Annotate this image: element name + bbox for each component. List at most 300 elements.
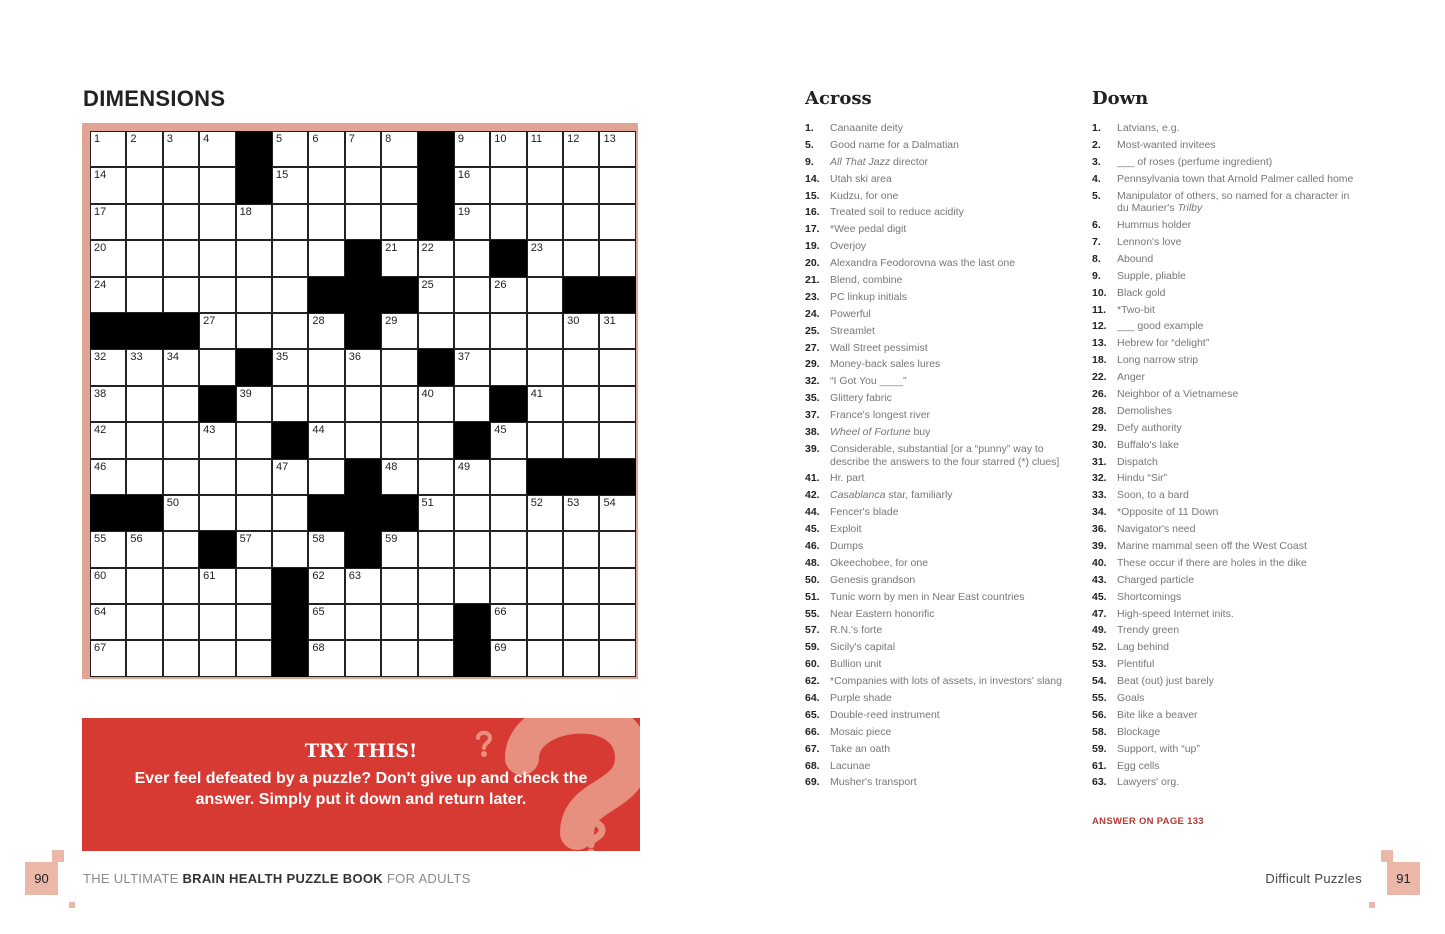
grid-cell[interactable]	[490, 204, 526, 240]
grid-cell[interactable]	[381, 240, 417, 276]
grid-cell[interactable]	[490, 531, 526, 567]
clue-body: Supple, pliable	[1117, 269, 1186, 282]
clue-number: 46.	[805, 539, 820, 552]
grid-cell[interactable]	[527, 568, 563, 604]
grid-cell[interactable]	[599, 568, 635, 604]
grid-cell[interactable]	[90, 531, 126, 567]
clue-body: Pennsylvania town that Arnold Palmer called home	[1117, 172, 1354, 185]
grid-cell[interactable]	[454, 568, 490, 604]
clue-number: 61	[203, 569, 216, 582]
grid-cell[interactable]	[163, 277, 199, 313]
across-clue-list	[805, 122, 1080, 793]
clue-number: 49	[457, 460, 471, 473]
clue-text	[1117, 287, 1357, 300]
grid-cell[interactable]	[126, 240, 162, 276]
clue-number: 49.	[1092, 624, 1107, 637]
grid-cell[interactable]	[563, 604, 599, 640]
clue-number: 64	[94, 606, 107, 619]
grid-cell[interactable]	[381, 204, 417, 240]
grid-cell[interactable]	[454, 495, 490, 531]
clue-text	[1117, 574, 1357, 587]
grid-cell[interactable]	[454, 349, 490, 385]
grid-cell[interactable]	[90, 640, 126, 676]
grid-cell[interactable]	[599, 386, 635, 422]
clue-number: 30	[567, 314, 580, 327]
grid-cell[interactable]	[454, 531, 490, 567]
grid-cell[interactable]	[527, 240, 563, 276]
clue-number: 9	[457, 133, 465, 145]
grid-cell[interactable]	[454, 459, 490, 495]
grid-cell[interactable]	[163, 386, 199, 422]
grid-cell[interactable]	[345, 204, 381, 240]
grid-cell[interactable]	[345, 422, 381, 458]
grid-cell[interactable]	[490, 422, 526, 458]
grid-cell[interactable]	[163, 495, 199, 531]
clue-number: 11.	[1092, 303, 1107, 316]
grid-cell[interactable]	[599, 167, 635, 203]
grid-cell[interactable]	[418, 531, 454, 567]
grid-cell[interactable]	[272, 349, 308, 385]
grid-cell[interactable]	[163, 167, 199, 203]
grid-cell[interactable]	[236, 568, 272, 604]
grid-cell[interactable]	[490, 640, 526, 676]
clue-number: 5	[275, 133, 283, 145]
grid-cell[interactable]	[308, 240, 344, 276]
across-clue	[805, 540, 1080, 553]
grid-cell[interactable]	[345, 349, 381, 385]
clue-body: Mosaic piece	[830, 725, 892, 738]
grid-cell[interactable]	[126, 386, 162, 422]
grid-cell[interactable]	[236, 531, 272, 567]
grid-cell[interactable]	[236, 640, 272, 676]
black-square	[381, 277, 417, 313]
grid-cell[interactable]	[418, 277, 454, 313]
grid-cell[interactable]	[563, 131, 599, 167]
banner-title: TRY THIS!	[304, 740, 418, 762]
clue-text	[1117, 388, 1357, 401]
crossword-frame	[82, 123, 638, 679]
grid-cell[interactable]	[345, 604, 381, 640]
grid-cell[interactable]	[527, 313, 563, 349]
grid-cell[interactable]	[90, 568, 126, 604]
grid-cell[interactable]	[563, 349, 599, 385]
grid-cell[interactable]	[345, 131, 381, 167]
grid-cell[interactable]	[308, 349, 344, 385]
clue-text	[830, 392, 1080, 405]
grid-cell[interactable]	[490, 604, 526, 640]
grid-cell[interactable]	[490, 313, 526, 349]
grid-cell[interactable]	[381, 313, 417, 349]
grid-cell[interactable]	[163, 240, 199, 276]
grid-cell[interactable]	[599, 131, 635, 167]
clue-body: Blockage	[1117, 725, 1161, 738]
grid-cell[interactable]	[163, 568, 199, 604]
grid-cell[interactable]	[418, 422, 454, 458]
clue-number: 8	[385, 133, 392, 145]
grid-cell[interactable]	[272, 277, 308, 313]
down-clue	[1092, 489, 1357, 502]
grid-cell[interactable]	[454, 313, 490, 349]
grid-cell[interactable]	[308, 204, 344, 240]
grid-cell[interactable]	[199, 459, 235, 495]
grid-cell[interactable]	[126, 531, 162, 567]
grid-cell[interactable]	[381, 604, 417, 640]
grid-cell[interactable]	[381, 531, 417, 567]
grid-cell[interactable]	[308, 531, 344, 567]
grid-cell[interactable]	[126, 459, 162, 495]
grid-cell[interactable]	[563, 386, 599, 422]
grid-cell[interactable]	[599, 349, 635, 385]
clue-text	[830, 122, 1080, 135]
clue-number: 60.	[805, 658, 820, 671]
black-square	[418, 167, 454, 203]
grid-cell[interactable]	[308, 167, 344, 203]
grid-cell[interactable]	[345, 386, 381, 422]
clue-number: 7.	[1092, 235, 1101, 248]
clue-number: 39.	[805, 442, 820, 455]
book-title-footer	[83, 871, 471, 886]
clue-number: 15.	[805, 189, 820, 202]
grid-cell[interactable]	[490, 349, 526, 385]
grid-cell[interactable]	[272, 459, 308, 495]
grid-cell[interactable]	[272, 313, 308, 349]
grid-cell[interactable]	[236, 386, 272, 422]
clue-text	[830, 190, 1080, 203]
clue-number: 25	[421, 278, 434, 291]
down-clue	[1092, 709, 1357, 722]
clue-text	[830, 726, 1080, 739]
grid-cell[interactable]	[454, 386, 490, 422]
grid-cell[interactable]	[90, 204, 126, 240]
grid-cell[interactable]	[381, 459, 417, 495]
clue-text	[1117, 156, 1357, 169]
clue-number: 5.	[805, 138, 814, 151]
grid-cell[interactable]	[599, 495, 635, 531]
grid-cell[interactable]	[527, 531, 563, 567]
black-square	[272, 640, 308, 676]
clue-body: Considerable, substantial [or a “punny” way to describe the answers to the four starred (*) clues]	[830, 442, 1060, 468]
grid-cell[interactable]	[454, 131, 490, 167]
clue-number: 26.	[1092, 387, 1107, 400]
grid-cell[interactable]	[345, 568, 381, 604]
grid-cell[interactable]	[418, 240, 454, 276]
grid-cell[interactable]	[418, 604, 454, 640]
grid-cell[interactable]	[527, 604, 563, 640]
grid-cell[interactable]	[272, 495, 308, 531]
grid-cell[interactable]	[199, 204, 235, 240]
black-square	[272, 604, 308, 640]
grid-cell[interactable]	[163, 604, 199, 640]
grid-cell[interactable]	[236, 313, 272, 349]
black-square	[345, 313, 381, 349]
grid-cell[interactable]	[199, 277, 235, 313]
grid-cell[interactable]	[236, 422, 272, 458]
clue-number: 6	[312, 133, 319, 145]
grid-cell[interactable]	[418, 640, 454, 676]
grid-cell[interactable]	[599, 313, 635, 349]
clue-number: 29.	[1092, 421, 1107, 434]
grid-cell[interactable]	[599, 531, 635, 567]
grid-cell[interactable]	[90, 604, 126, 640]
black-square	[345, 459, 381, 495]
grid-cell[interactable]	[90, 131, 126, 167]
grid-cell[interactable]	[563, 640, 599, 676]
grid-cell[interactable]	[418, 313, 454, 349]
across-clue	[805, 291, 1080, 304]
grid-cell[interactable]	[418, 495, 454, 531]
clue-number: 10	[494, 133, 507, 145]
clue-body: R.N.'s forte	[830, 624, 883, 637]
grid-cell[interactable]	[126, 349, 162, 385]
grid-cell[interactable]	[126, 131, 162, 167]
grid-cell[interactable]	[126, 167, 162, 203]
clue-number: 46	[94, 460, 107, 473]
section-footer: Difficult Puzzles	[1265, 871, 1362, 886]
clue-number: 9.	[805, 155, 814, 168]
grid-cell[interactable]	[308, 568, 344, 604]
grid-cell[interactable]	[418, 459, 454, 495]
grid-cell[interactable]	[199, 349, 235, 385]
grid-cell[interactable]	[126, 568, 162, 604]
grid-cell[interactable]	[90, 422, 126, 458]
grid-cell[interactable]	[563, 568, 599, 604]
grid-cell[interactable]	[308, 386, 344, 422]
grid-cell[interactable]	[199, 240, 235, 276]
grid-cell[interactable]	[454, 277, 490, 313]
grid-cell[interactable]	[345, 640, 381, 676]
grid-cell[interactable]	[163, 422, 199, 458]
clue-body: Wall Street pessimist	[830, 341, 928, 354]
clue-body: Glittery fabric	[830, 392, 892, 405]
across-clue	[805, 173, 1080, 186]
clue-number: 55	[94, 533, 107, 546]
clue-number: 13	[603, 133, 616, 145]
clue-text	[830, 325, 1080, 338]
grid-cell[interactable]	[527, 386, 563, 422]
left-page-number: 90	[25, 862, 58, 895]
grid-cell[interactable]	[527, 131, 563, 167]
across-clue	[805, 358, 1080, 371]
grid-cell[interactable]	[563, 240, 599, 276]
grid-cell[interactable]	[126, 640, 162, 676]
clue-number: 68.	[805, 759, 820, 772]
grid-cell[interactable]	[199, 604, 235, 640]
grid-cell[interactable]	[308, 422, 344, 458]
across-clue	[805, 591, 1080, 604]
clue-body: Buffalo's lake	[1117, 438, 1179, 451]
clue-body: Okeechobee, for one	[830, 556, 929, 569]
grid-cell[interactable]	[90, 240, 126, 276]
grid-cell[interactable]	[272, 531, 308, 567]
grid-cell[interactable]	[199, 313, 235, 349]
clue-number: 66	[494, 606, 507, 619]
grid-cell[interactable]	[90, 167, 126, 203]
clue-number: 52	[530, 496, 543, 509]
grid-cell[interactable]	[599, 640, 635, 676]
clue-body: Exploit	[830, 523, 862, 536]
grid-cell[interactable]	[272, 131, 308, 167]
clue-number: 33.	[1092, 489, 1107, 502]
down-clue	[1092, 456, 1357, 469]
grid-cell[interactable]	[563, 167, 599, 203]
grid-cell[interactable]	[381, 640, 417, 676]
grid-cell[interactable]	[381, 349, 417, 385]
down-clue	[1092, 422, 1357, 435]
grid-cell[interactable]	[527, 495, 563, 531]
across-clue	[805, 206, 1080, 219]
grid-cell[interactable]	[345, 167, 381, 203]
clue-body: Canaanite deity	[830, 122, 903, 134]
grid-cell[interactable]	[163, 459, 199, 495]
grid-cell[interactable]	[199, 568, 235, 604]
down-clue	[1092, 173, 1357, 186]
clue-text	[1117, 523, 1357, 536]
grid-cell[interactable]	[308, 131, 344, 167]
black-square	[490, 240, 526, 276]
clue-number: 69	[494, 642, 507, 655]
clue-number: 14.	[805, 172, 820, 185]
clue-body: Beat (out) just barely	[1117, 675, 1214, 688]
grid-cell[interactable]	[126, 277, 162, 313]
grid-cell[interactable]	[236, 604, 272, 640]
clue-text	[830, 156, 1080, 169]
grid-cell[interactable]	[126, 204, 162, 240]
grid-cell[interactable]	[272, 386, 308, 422]
grid-cell[interactable]	[527, 422, 563, 458]
clue-number: 11	[530, 133, 543, 145]
grid-cell[interactable]	[527, 349, 563, 385]
grid-cell[interactable]	[199, 495, 235, 531]
black-square	[126, 313, 162, 349]
clue-text	[830, 206, 1080, 219]
grid-cell[interactable]	[490, 568, 526, 604]
clue-body: Streamlet	[830, 324, 875, 337]
clue-number: 36.	[1092, 523, 1107, 536]
clue-body: Most-wanted invitees	[1117, 138, 1216, 151]
grid-cell[interactable]	[527, 167, 563, 203]
clue-body: Take an oath	[830, 742, 891, 755]
clue-body: Bullion unit	[830, 658, 882, 671]
clue-body: Hebrew for “delight”	[1117, 337, 1210, 350]
grid-cell[interactable]	[381, 422, 417, 458]
grid-cell[interactable]	[490, 495, 526, 531]
grid-cell[interactable]	[454, 204, 490, 240]
grid-cell[interactable]	[308, 313, 344, 349]
grid-cell[interactable]	[163, 349, 199, 385]
decorative-square	[69, 902, 75, 908]
clue-body: Hr. part	[830, 472, 865, 485]
clue-number: 57.	[805, 624, 820, 637]
clue-body: Good name for a Dalmatian	[830, 138, 959, 151]
grid-cell[interactable]	[527, 204, 563, 240]
across-clue	[805, 658, 1080, 671]
black-square	[418, 204, 454, 240]
grid-cell[interactable]	[90, 277, 126, 313]
clue-text	[830, 641, 1080, 654]
grid-cell[interactable]	[236, 204, 272, 240]
grid-cell[interactable]	[163, 640, 199, 676]
black-square	[345, 531, 381, 567]
clue-text	[830, 675, 1080, 688]
down-clue	[1092, 219, 1357, 232]
grid-cell[interactable]	[563, 313, 599, 349]
grid-cell[interactable]	[126, 422, 162, 458]
grid-cell[interactable]	[563, 495, 599, 531]
grid-cell[interactable]	[527, 277, 563, 313]
grid-cell[interactable]	[163, 531, 199, 567]
clue-number: 66.	[805, 725, 820, 738]
grid-cell[interactable]	[599, 204, 635, 240]
grid-cell[interactable]	[308, 640, 344, 676]
grid-cell[interactable]	[308, 604, 344, 640]
clue-number: 3	[166, 133, 173, 145]
grid-cell[interactable]	[199, 131, 235, 167]
grid-cell[interactable]	[563, 422, 599, 458]
grid-cell[interactable]	[454, 167, 490, 203]
grid-cell[interactable]	[599, 422, 635, 458]
grid-cell[interactable]	[163, 204, 199, 240]
grid-cell[interactable]	[90, 349, 126, 385]
black-square	[599, 459, 635, 495]
clue-number: 57	[239, 533, 252, 546]
grid-cell[interactable]	[563, 531, 599, 567]
clue-number: 2.	[1092, 138, 1101, 151]
grid-cell[interactable]	[236, 459, 272, 495]
clue-body: Manipulator of others, so named for a character in du Maurier's	[1117, 189, 1350, 215]
clue-body: Money-back sales lures	[830, 358, 941, 371]
grid-cell[interactable]	[90, 459, 126, 495]
grid-cell[interactable]	[381, 167, 417, 203]
grid-cell[interactable]	[418, 568, 454, 604]
grid-cell[interactable]	[163, 131, 199, 167]
grid-cell[interactable]	[490, 277, 526, 313]
grid-cell[interactable]	[418, 386, 454, 422]
clue-number: 9.	[1092, 269, 1101, 282]
grid-cell[interactable]	[490, 167, 526, 203]
clue-number: 1.	[805, 122, 814, 134]
black-square	[308, 277, 344, 313]
grid-cell[interactable]	[599, 240, 635, 276]
grid-cell[interactable]	[490, 131, 526, 167]
grid-cell[interactable]	[381, 386, 417, 422]
grid-cell[interactable]	[272, 204, 308, 240]
across-clue	[805, 122, 1080, 135]
grid-cell[interactable]	[563, 204, 599, 240]
grid-cell[interactable]	[126, 604, 162, 640]
grid-cell[interactable]	[381, 131, 417, 167]
clue-body: Hummus holder	[1117, 219, 1192, 232]
grid-cell[interactable]	[272, 240, 308, 276]
grid-cell[interactable]	[272, 167, 308, 203]
grid-cell[interactable]	[599, 604, 635, 640]
grid-cell[interactable]	[454, 240, 490, 276]
clue-number: 24	[94, 278, 107, 291]
grid-cell[interactable]	[236, 240, 272, 276]
grid-cell[interactable]	[236, 495, 272, 531]
clue-number: 44.	[805, 506, 820, 519]
grid-cell[interactable]	[199, 422, 235, 458]
grid-cell[interactable]	[490, 459, 526, 495]
grid-cell[interactable]	[308, 459, 344, 495]
clue-number: 65.	[805, 708, 820, 721]
grid-cell[interactable]	[199, 640, 235, 676]
clue-number: 12.	[1092, 320, 1107, 333]
grid-cell[interactable]	[381, 568, 417, 604]
grid-cell[interactable]	[199, 167, 235, 203]
grid-cell[interactable]	[236, 277, 272, 313]
grid-cell[interactable]	[90, 386, 126, 422]
grid-cell[interactable]	[527, 640, 563, 676]
